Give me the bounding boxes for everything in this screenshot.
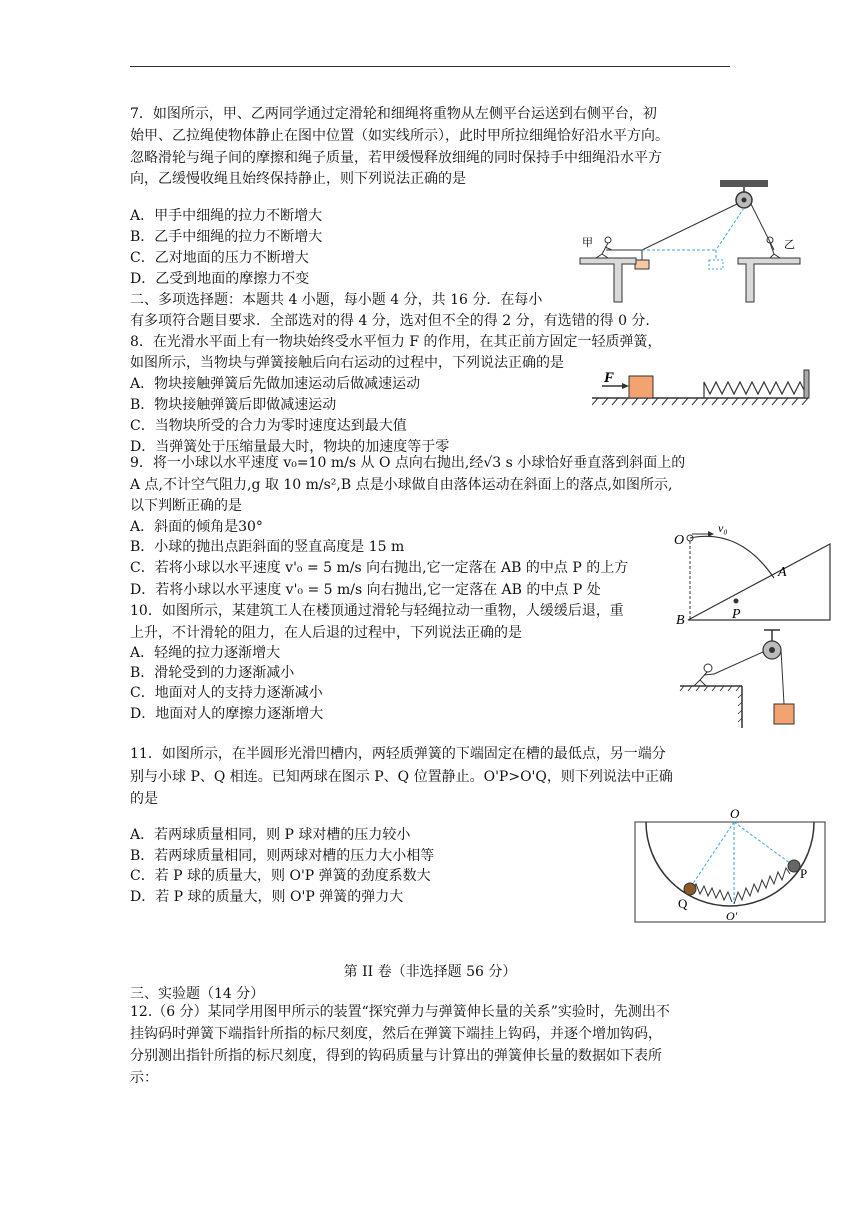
q7-line-3: 忽略滑轮与绳子间的摩擦和绳子质量，若甲缓慢释放细绳的同时保持手中细绳沿水平方 bbox=[130, 150, 662, 166]
q12-line-1: 12.（6 分）某同学用图甲所示的装置“探究弹力与弹簧伸长量的关系”实验时，先测出不 bbox=[130, 1004, 670, 1020]
q12-line-4: 示： bbox=[130, 1070, 158, 1086]
block bbox=[629, 376, 653, 398]
q9-line-2: A 点,不计空气阻力,g 取 10 m/s²,B 点是小球做自由落体运动在斜面上的落点,如图所示, bbox=[130, 477, 673, 493]
q7-line-2: 始甲、乙拉绳使物体静止在图中位置（如实线所示），此时甲所拉细绳恰好沿水平方向。 bbox=[130, 128, 669, 144]
q11-option-a: A．若两球质量相同，则 P 球对槽的压力较小 bbox=[130, 827, 411, 843]
label-q: Q bbox=[678, 896, 688, 911]
header-rule bbox=[130, 66, 730, 67]
label-p: P bbox=[732, 607, 741, 622]
label-p: P bbox=[800, 866, 808, 881]
q10-option-a: A．轻绳的拉力逐渐增大 bbox=[130, 645, 281, 661]
q9-incline-figure bbox=[670, 520, 840, 630]
q8-line-1: 8．在光滑水平面上有一物块始终受水平恒力 F 的作用，在其正前方固定一轻质弹簧， bbox=[130, 334, 662, 350]
label-yi: 乙 bbox=[784, 239, 795, 251]
q7-option-c: C．乙对地面的压力不断增大 bbox=[130, 250, 309, 266]
q11-bowl-figure bbox=[634, 806, 826, 924]
spring-p bbox=[734, 868, 790, 904]
q11-line-3: 的是 bbox=[130, 791, 158, 807]
q12-line-2: 挂钩码时弹簧下端指针所指的标尺刻度，然后在弹簧下端挂上钩码，并逐个增加钩码， bbox=[130, 1026, 662, 1042]
q8-option-d: D．当弹簧处于压缩量最大时，物块的加速度等于零 bbox=[130, 439, 450, 455]
person-jia-icon bbox=[605, 237, 611, 243]
label-b: B bbox=[676, 613, 685, 628]
weight-block bbox=[635, 260, 649, 269]
q7-option-b: B．乙手中细绳的拉力不断增大 bbox=[130, 229, 323, 245]
part-2-title: 第 II 卷（非选择题 56 分） bbox=[343, 964, 517, 980]
label-force: F bbox=[604, 370, 615, 386]
q9-option-c: C．若将小球以水平速度 v'₀ = 5 m/s 向右抛出,它一定落在 AB 的中点 P 的上方 bbox=[130, 560, 629, 576]
label-o-prime: O' bbox=[726, 909, 738, 923]
wall bbox=[804, 370, 809, 398]
section-2-line-1: 二、多项选择题：本题共 4 小题，每小题 4 分，共 16 分．在每小 bbox=[130, 292, 543, 308]
q9-option-a: A．斜面的倾角是30° bbox=[130, 519, 263, 535]
q11-option-b: B．若两球质量相同，则两球对槽的压力大小相等 bbox=[130, 848, 435, 864]
ball-p bbox=[788, 860, 800, 872]
incline bbox=[688, 544, 830, 620]
label-a: A bbox=[778, 565, 787, 580]
q12-line-3: 分别测出指针所指的标尺刻度，得到的钩码质量与计算出的弹簧伸长量的数据如下表所 bbox=[130, 1048, 662, 1064]
q9-line-3: 以下判断正确的是 bbox=[130, 498, 242, 514]
q7-pulley-figure bbox=[578, 178, 804, 304]
q8-option-a: A．物块接触弹簧后先做加速运动后做减速运动 bbox=[130, 376, 421, 392]
q8-option-c: C．当物块所受的合力为零时速度达到最大值 bbox=[130, 418, 407, 434]
section-3-title: 三、实验题（14 分） bbox=[130, 986, 265, 1002]
spring bbox=[704, 382, 804, 398]
q10-line-2: 上升，不计滑轮的阻力，在人后退的过程中，下列说法正确的是 bbox=[130, 625, 522, 641]
q11-line-1: 11．如图所示，在半圆形光滑凹槽内，两轻质弹簧的下端固定在槽的最低点，另一端分 bbox=[130, 746, 666, 762]
q11-line-2: 别与小球 P、Q 相连。已知两球在图示 P、Q 位置静止。O'P>O'Q，则下列说法中正确 bbox=[130, 769, 673, 785]
q10-building-figure bbox=[676, 628, 806, 730]
q8-spring-figure bbox=[592, 368, 814, 410]
q11-option-c: C．若 P 球的质量大，则 O'P 弹簧的劲度系数大 bbox=[130, 868, 431, 884]
q9-line-1: 9．将一小球以水平速度 v₀=10 m/s 从 O 点向右抛出,经√3 s 小球恰好垂直落到斜面上的 bbox=[130, 455, 686, 471]
q7-line-1: 7．如图所示，甲、乙两同学通过定滑轮和细绳将重物从左侧平台运送到右侧平台，初 bbox=[130, 106, 657, 122]
q11-option-d: D．若 P 球的质量大，则 O'P 弹簧的弹力大 bbox=[130, 889, 404, 905]
q9-option-d: D．若将小球以水平速度 v'₀ = 5 m/s 向右抛出,它一定落在 AB 的中点 P 处 bbox=[130, 582, 601, 598]
point-p bbox=[734, 599, 739, 604]
label-o: O bbox=[730, 806, 740, 821]
q9-option-b: B．小球的抛出点距斜面的竖直高度是 15 m bbox=[130, 539, 405, 555]
q7-option-d: D．乙受到地面的摩擦力不变 bbox=[130, 271, 310, 287]
q7-line-4: 向，乙缓慢收绳且始终保持静止，则下列说法正确的是 bbox=[130, 171, 466, 187]
q10-line-1: 10．如图所示，某建筑工人在楼顶通过滑轮与轻绳拉动一重物，人缓缓后退，重 bbox=[130, 603, 624, 619]
ceiling-plate bbox=[720, 180, 768, 187]
label-v0: v₀ bbox=[718, 521, 728, 535]
weight-block bbox=[774, 704, 794, 724]
label-o: O bbox=[674, 533, 685, 548]
ball-q bbox=[684, 883, 696, 895]
q8-line-2: 如图所示，当物块与弹簧接触后向右运动的过程中，下列说法正确的是 bbox=[130, 355, 564, 371]
q8-option-b: B．物块接触弹簧后即做减速运动 bbox=[130, 397, 337, 413]
section-2-line-2: 有多项符合题目要求．全部选对的得 4 分，选对但不全的得 2 分，有选错的得 0 分. bbox=[130, 313, 650, 329]
q10-option-c: C．地面对人的支持力逐渐减小 bbox=[130, 685, 323, 701]
trajectory bbox=[690, 536, 774, 578]
right-platform bbox=[738, 258, 800, 302]
q10-option-b: B．滑轮受到的力逐渐减小 bbox=[130, 665, 295, 681]
q7-option-a: A．甲手中细绳的拉力不断增大 bbox=[130, 208, 323, 224]
q10-option-d: D．地面对人的摩擦力逐渐增大 bbox=[130, 706, 324, 722]
label-jia: 甲 bbox=[582, 237, 593, 249]
worker-icon bbox=[704, 664, 712, 672]
left-platform bbox=[580, 258, 636, 302]
